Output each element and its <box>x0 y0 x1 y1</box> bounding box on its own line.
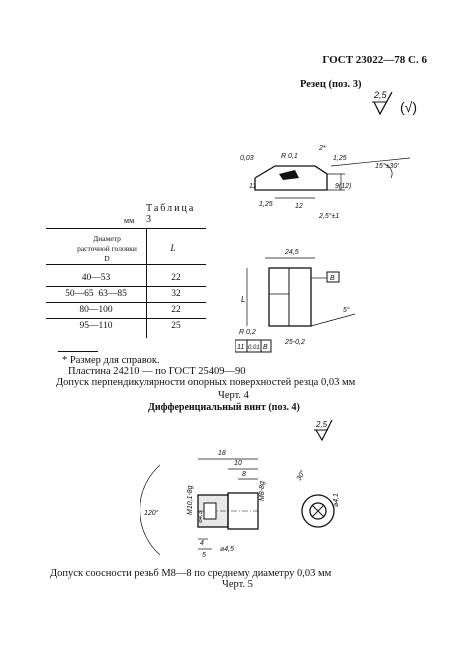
roughness-parenthetical: (√) <box>400 99 418 115</box>
dim-003: 0,03 <box>240 155 254 162</box>
section-title-screw: Дифференциальный винт (поз. 4) <box>148 402 300 413</box>
dim-d41: ⌀4,1 <box>333 493 340 507</box>
note-perpendicularity: Допуск перпендикулярности опорных поверхностей резца 0,03 мм <box>56 377 356 388</box>
dim-m8: M8-8g <box>259 481 266 501</box>
table-row-3-l: 22 <box>171 305 181 315</box>
table-row-3-d: 80—100 <box>79 305 113 315</box>
fig5-caption: Черт. 5 <box>222 579 253 590</box>
table-row-2-l: 32 <box>171 289 181 299</box>
dim-125a: 1,25 <box>333 155 347 162</box>
table-unit: мм <box>124 216 135 225</box>
table-col1-header: Диаметр расточной головки D <box>77 234 137 263</box>
dim-18: 18 <box>218 450 226 457</box>
table-3 <box>46 198 206 338</box>
dim-m10: M10,1-8g <box>187 485 194 515</box>
cutter-drawing-top <box>235 138 455 233</box>
section-title-cutter: Резец (поз. 3) <box>300 79 362 90</box>
roughness-symbol-2 <box>312 418 342 444</box>
table-row-4-d: 95—110 <box>79 321 113 331</box>
tol-value: 0,01 <box>248 345 260 351</box>
page-header: ГОСТ 23022—78 С. 6 <box>322 54 427 66</box>
note-coaxiality: Допуск соосности резьб М8—8 по среднему диаметру 0,03 мм <box>50 568 332 579</box>
dim-r01: R 0,1 <box>281 153 298 160</box>
note-plate: Пластина 24210 — по ГОСТ 25409—90 <box>68 366 246 377</box>
dim-d45: ⌀4,5 <box>220 546 234 553</box>
footnote: * Размер для справок. <box>62 355 160 366</box>
dim-11: 11 <box>249 183 257 190</box>
dim-245: 24,5 <box>285 249 299 256</box>
dim-l: L <box>241 295 246 304</box>
tol-datum: B <box>263 344 268 351</box>
dim-125b: 1,25 <box>259 201 273 208</box>
dim-120deg: 120° <box>144 510 159 517</box>
table-row-1-l: 22 <box>171 273 181 283</box>
dim-30deg: 30° <box>295 469 308 482</box>
dim-9-12: 9(12) <box>335 183 352 190</box>
datum-b: B <box>330 275 335 282</box>
dim-angle15: 15°±30' <box>375 163 399 170</box>
roughness-value-2: 2,5 <box>316 420 328 429</box>
roughness-value: 2,5 <box>374 90 387 100</box>
cutter-drawing-bottom <box>235 240 455 360</box>
table-row-2-d: 50—65 63—85 <box>65 289 127 299</box>
table-row-1-d: 40—53 <box>81 273 111 283</box>
screw-drawing <box>140 445 430 570</box>
fig4-caption: Черт. 4 <box>218 390 249 401</box>
roughness-symbol <box>370 88 450 120</box>
dim-d43: ⌀4,3 <box>198 511 204 523</box>
table-row-4-l: 25 <box>171 321 181 331</box>
dim-5: 5 <box>202 552 206 559</box>
table-title: Таблица 3 <box>146 203 196 225</box>
dim-8: 8 <box>242 471 246 478</box>
dim-2: 2* <box>319 145 326 152</box>
dim-5deg: 5° <box>343 307 350 314</box>
tol-symbol: 11 <box>237 344 245 351</box>
dim-r02: R 0,2 <box>239 329 256 336</box>
dim-10: 10 <box>234 460 242 467</box>
table-col2-header: L <box>170 244 176 254</box>
dim-4: 4 <box>200 540 204 547</box>
dim-25-02: 25-0,2 <box>285 339 305 346</box>
dim-25deg: 2,5°±1 <box>319 213 340 220</box>
dim-12: 12 <box>295 203 303 210</box>
